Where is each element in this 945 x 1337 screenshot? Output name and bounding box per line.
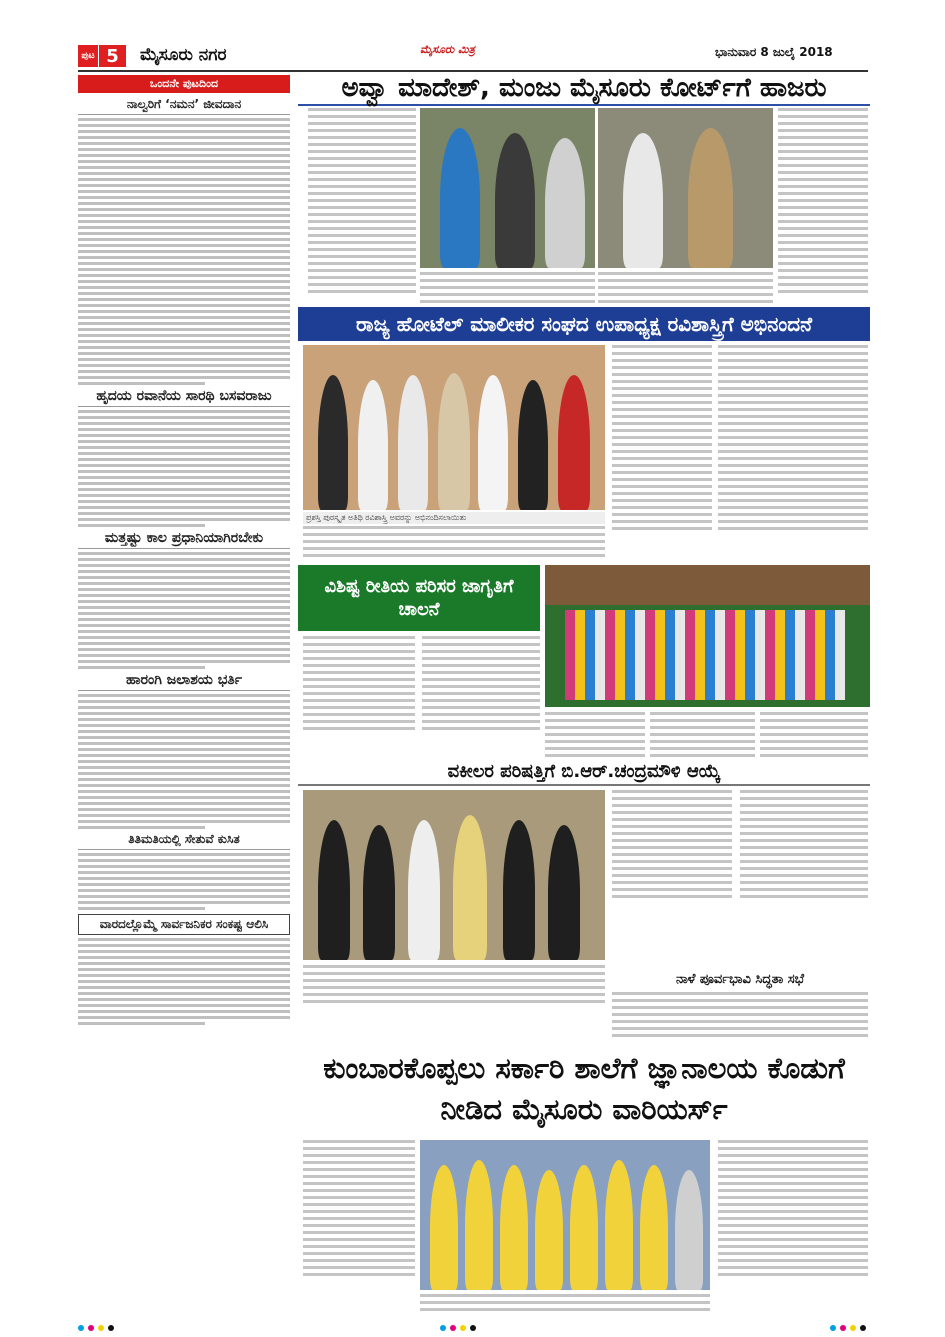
registration-dots-center bbox=[440, 1325, 476, 1331]
hotel-photo bbox=[303, 345, 605, 510]
headline-environment: ವಿಶಿಷ್ಟ ರೀತಿಯ ಪರಿಸರ ಜಾಗೃತಿಗೆ ಚಾಲನೆ bbox=[298, 565, 540, 631]
subhead-meeting: ನಾಳೆ ಪೂರ್ವಭಾವಿ ಸಿದ್ಧತಾ ಸಭೆ bbox=[675, 972, 805, 987]
headline-hotel: ರಾಜ್ಯ ಹೋಟೆಲ್ ಮಾಲೀಕರ ಸಂಘದ ಉಪಾಧ್ಯಕ್ಷ ರವಿಶಾಸ್ತ್ರಿಗೆ ಅಭಿನಂದನೆ bbox=[298, 307, 870, 341]
page-number: 5 bbox=[98, 45, 126, 67]
page-number-box bbox=[78, 45, 128, 67]
continued-strip: ಒಂದನೇ ಪುಟದಿಂದ bbox=[78, 75, 290, 93]
story3-text-col2 bbox=[422, 636, 540, 734]
left-heading-3: ಮತ್ತಷ್ಟು ಕಾಲ ಪ್ರಧಾನಿಯಾಗಿರಬೇಕು bbox=[78, 530, 290, 549]
left-column bbox=[78, 75, 290, 1290]
registration-dots-left bbox=[78, 1325, 114, 1331]
left-text-2 bbox=[78, 410, 290, 527]
left-text-1 bbox=[78, 118, 290, 385]
left-heading-1: ನಾಲ್ವರಿಗೆ ‘ನಮನ’ ಜೀವದಾನ bbox=[78, 97, 290, 115]
issue-date: ಭಾನುವಾರ 8 ಜುಲೈ 2018 bbox=[715, 45, 833, 59]
left-text-3 bbox=[78, 552, 290, 669]
story2-text-lower bbox=[303, 526, 605, 561]
left-heading-4: ಹಾರಂಗಿ ಜಲಾಶಯ ಭರ್ತಿ bbox=[78, 672, 290, 691]
meeting-text bbox=[612, 992, 868, 1041]
story4-text-lower bbox=[303, 965, 605, 1007]
environment-photo bbox=[545, 565, 870, 707]
headline-lawyers: ವಕೀಲರ ಪರಿಷತ್ತಿಗೆ ಬಿ.ಆರ್.ಚಂದ್ರಮೌಳಿ ಆಯ್ಕೆ bbox=[298, 758, 870, 786]
registration-dots-right bbox=[830, 1325, 866, 1331]
story5-text-col1 bbox=[303, 1140, 415, 1280]
left-heading-5: ತಿತಿಮತಿಯಲ್ಲಿ ಸೇತುವೆ ಕುಸಿತ bbox=[78, 832, 290, 850]
left-heading-2: ಹೃದಯ ರವಾನೆಯ ಸಾರಥಿ ಬಸವರಾಜು bbox=[78, 388, 290, 407]
court-photo-1 bbox=[420, 108, 595, 268]
headline-court: ಅವ್ವಾ ಮಾದೇಶ್, ಮಂಜು ಮೈಸೂರು ಕೋರ್ಟ್‌ಗೆ ಹಾಜರು bbox=[298, 72, 870, 106]
story2-text-col2 bbox=[718, 345, 868, 534]
hotel-caption: ಪ್ರಶಸ್ತಿ ಪುರಸ್ಕೃತ ಅತಿಥಿ ರವಿಶಾಸ್ತ್ರಿ ಅವರನ್ನು ಅಭಿನಂದಿಸಲಾಯಿತು bbox=[303, 512, 605, 524]
story4-text-col1 bbox=[612, 790, 732, 902]
masthead bbox=[0, 0, 945, 72]
section-name: ಮೈಸೂರು ನಗರ bbox=[140, 45, 227, 65]
left-text-6 bbox=[78, 938, 290, 1025]
story4-text-col2 bbox=[740, 790, 868, 902]
story2-text-col1 bbox=[612, 345, 712, 534]
story5-text-col2 bbox=[718, 1140, 868, 1280]
lawyers-photo bbox=[303, 790, 605, 960]
left-heading-6: ವಾರದಲ್ಲೊಮ್ಮೆ ಸಾರ್ವಜನಿಕರ ಸಂಕಷ್ಟ ಆಲಿಸಿ bbox=[78, 914, 290, 935]
paper-name: ಮೈಸೂರು ಮಿತ್ರ bbox=[420, 43, 475, 56]
left-text-4 bbox=[78, 694, 290, 829]
story3-text-col1 bbox=[303, 636, 415, 734]
left-text-5 bbox=[78, 853, 290, 910]
warriors-photo bbox=[420, 1140, 710, 1290]
headline-warriors: ಕುಂಬಾರಕೊಪ್ಪಲು ಸರ್ಕಾರಿ ಶಾಲೆಗೆ ಜ್ಞಾನಾಲಯ ಕೊಡುಗೆ ನೀಡಿದ ಮೈಸೂರು ವಾರಿಯರ್ಸ್ bbox=[323, 1051, 845, 1126]
page-label: ಪುಟ bbox=[78, 45, 98, 67]
court-photo-2 bbox=[598, 108, 773, 268]
story5-text-lower bbox=[420, 1294, 710, 1315]
story1-text-col4 bbox=[778, 108, 868, 297]
story1-text-col1 bbox=[308, 108, 416, 297]
